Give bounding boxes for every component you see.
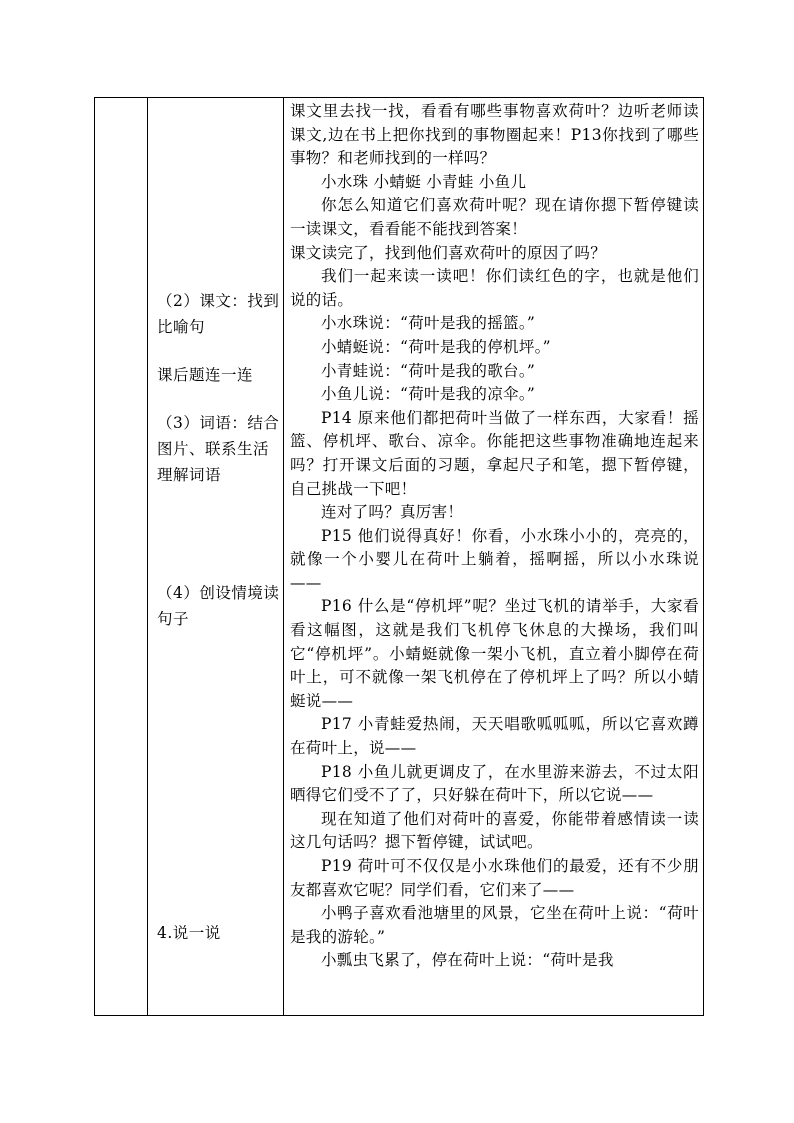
script-paragraph: P17 小青蛙爱热闹，天天唱歌呱呱呱，所以它喜欢蹲在荷叶上，说——: [290, 715, 699, 758]
script-paragraph: 课文读完了，找到他们喜欢荷叶的原因了吗？: [290, 243, 607, 262]
script-paragraph: P16 什么是“停机坪”呢？坐过飞机的请举手，大家看看这幅图，这就是我们飞机停飞休息的大操场，我们叫它“停机坪”。小蜻蜓就像一架小飞机，直立着小脚停在荷叶上，可不就像一架飞机停在了停机坪上了吗？所以小蜻蜓说——: [290, 597, 699, 710]
script-paragraph: 小蜻蜓说：“荷叶是我的停机坪。”: [321, 337, 551, 356]
script-column-cell: [284, 98, 704, 1016]
script-paragraph: 我们一起来读一读吧！你们读红色的字，也就是他们说的话。: [290, 267, 699, 309]
note-speak: 4.说一说: [157, 924, 221, 942]
script-paragraph: 小青蛙说：“荷叶是我的歌台。”: [321, 361, 536, 380]
script-paragraph: P14 原来他们都把荷叶当做了一样东西，大家看！摇篮、停机坪、歌台、凉伞。你能把这些事物准确地连起来吗？打开课文后面的习题，拿起尺子和笔，摁下暂停键，自己挑战一下吧！: [290, 408, 699, 498]
lesson-plan-table: [94, 97, 704, 1016]
teaching-script: [284, 98, 703, 973]
note-vocabulary: （3）词语：结合图片、联系生活理解词语: [157, 414, 280, 484]
script-paragraph: 小水珠 小蜻蜓 小青蛙 小鱼儿: [321, 172, 527, 191]
first-column-cell: [95, 98, 148, 1016]
script-paragraph: P19 荷叶可不仅仅是小水珠他们的最爱，还有不少朋友都喜欢它呢？同学们看，它们来了——: [290, 857, 699, 899]
table-row: [95, 98, 704, 1016]
note-connect-exercise: 课后题连一连: [157, 366, 254, 384]
script-paragraph: 连对了吗？真厉害！: [321, 503, 464, 522]
script-paragraph: 课文里去找一找，看看有哪些事物喜欢荷叶？边听老师读课文,边在书上把你找到的事物圈起来！P13你找到了哪些事物？和老师找到的一样吗？: [290, 102, 699, 168]
script-paragraph: 小瓢虫飞累了，停在荷叶上说：“荷叶是我: [321, 951, 614, 970]
script-paragraph: 现在知道了他们对荷叶的喜爱，你能带着感情读一读这几句话吗？摁下暂停键，试试吧。: [290, 809, 699, 852]
script-paragraph: 你怎么知道它们喜欢荷叶呢？现在请你摁下暂停键读一读课文，看看能不能找到答案！: [290, 196, 699, 238]
script-paragraph: 小水珠说：“荷叶是我的摇篮。”: [321, 314, 536, 333]
script-paragraph: P15 他们说得真好！你看，小水珠小小的，亮亮的，就像一个小婴儿在荷叶上躺着，摇啊摇，所以小水珠说——: [290, 526, 699, 592]
note-read-sentences: （4）创设情境读句子: [157, 584, 280, 628]
script-paragraph: P18 小鱼儿就更调皮了，在水里游来游去，不过太阳晒得它们受不了了，只好躲在荷叶下，所以它说——: [290, 762, 699, 805]
note-find-metaphor: （2）课文：找到比喻句: [157, 292, 280, 336]
script-paragraph: 小鱼儿说：“荷叶是我的凉伞。”: [321, 385, 536, 404]
activity-column-cell: [148, 98, 284, 1016]
script-paragraph: 小鸭子喜欢看池塘里的风景，它坐在荷叶上说：“荷叶是我的游轮。”: [290, 904, 699, 946]
